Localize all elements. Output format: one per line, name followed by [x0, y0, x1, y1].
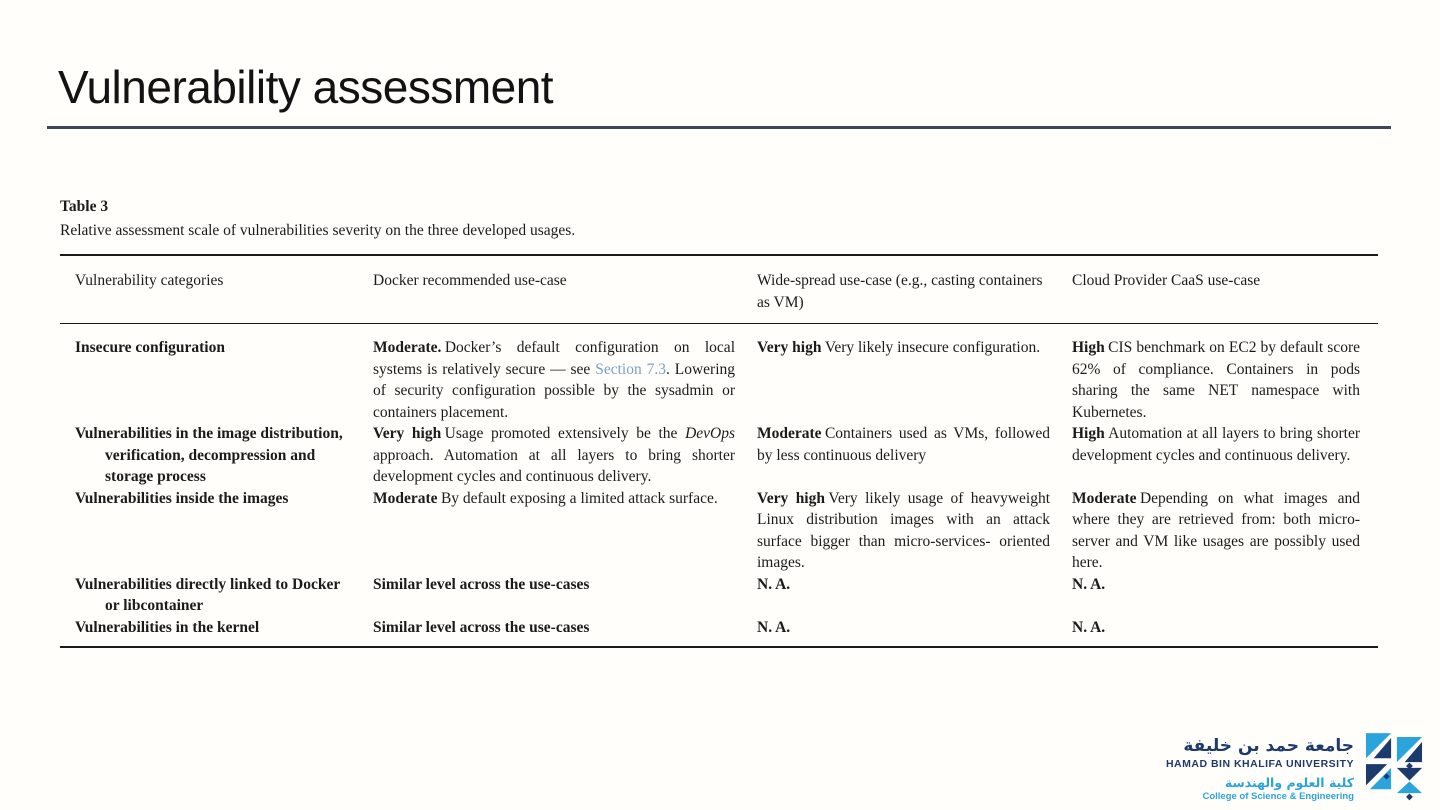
cell-caas [1072, 337, 1378, 423]
severity-level: High [1072, 339, 1105, 356]
cell-docker [373, 488, 757, 574]
cell-text: Depending on what images and where they are retrieved from: both micro-server and VM like usages are possibly used here. [1072, 489, 1360, 571]
cell-text: Very likely usage of heavyweight Linux distribution images with an attack surface bigger than micro-services- oriented images. [757, 489, 1051, 571]
severity-level: Very high [757, 339, 822, 356]
university-name-arabic: جامعة حمد بن خليفة [1183, 735, 1354, 756]
section-link[interactable]: Section 7.3 [595, 360, 666, 378]
university-name-english: HAMAD BIN KHALIFA UNIVERSITY [1165, 757, 1354, 770]
severity-level: Moderate [373, 489, 438, 507]
table-caption: Relative assessment scale of vulnerabilities severity on the three developed usages. [60, 221, 576, 239]
cell-docker [373, 337, 757, 423]
cell-text: CIS benchmark on EC2 by default score 62% of compliance. Containers in pods sharing the same NET namespace with Kubernetes. [1072, 339, 1360, 421]
cell-widespread [757, 488, 1072, 574]
college-name-english: College of Science & Engineering [1202, 790, 1354, 802]
table-row [60, 337, 1378, 423]
column-header-widespread: Wide-spread use-case (e.g., casting containers as VM) [757, 272, 1043, 311]
cell-widespread [757, 617, 1072, 639]
cell-caas [1072, 574, 1378, 617]
cell-docker [373, 574, 757, 617]
cell-category: Vulnerabilities directly linked to Docker or libcontainer [75, 575, 340, 614]
table-row [60, 574, 1378, 617]
cell-text: Very likely insecure configuration. [824, 339, 1041, 356]
university-logo-text [1166, 735, 1354, 803]
table-header-row [60, 256, 1378, 323]
table-row [60, 488, 1378, 574]
severity-level: N. A. [1072, 618, 1106, 636]
column-header-docker: Docker recommended use-case [373, 272, 567, 289]
severity-level: N. A. [1072, 575, 1106, 593]
severity-level: N. A. [757, 618, 791, 636]
university-logo [1166, 731, 1423, 806]
cell-widespread [757, 574, 1072, 617]
severity-level: Moderate [757, 425, 822, 442]
cell-caas [1072, 617, 1378, 639]
severity-level: Similar level across the use-cases [373, 618, 590, 636]
devops-term: DevOps [685, 425, 736, 442]
cell-text: Containers used as VMs, followed by less continuous delivery [757, 425, 1050, 464]
cell-docker [373, 617, 757, 639]
severity-level: Moderate [1072, 489, 1137, 507]
cell-caas [1072, 423, 1378, 488]
hbku-logo-icon [1365, 731, 1423, 806]
college-name-arabic: كلية العلوم والهندسة [1224, 774, 1354, 790]
severity-level: N. A. [757, 575, 791, 593]
column-header-categories: Vulnerability categories [75, 272, 224, 289]
cell-category: Vulnerabilities in the image distribution, verification, decompression and storage process [75, 425, 343, 485]
cell-widespread [757, 337, 1072, 423]
cell-text: Automation at all layers to bring shorter development cycles and continuous delivery. [1072, 425, 1360, 464]
cell-caas [1072, 488, 1378, 574]
severity-level: Very high [373, 425, 442, 442]
table-row [60, 617, 1378, 639]
page-title: Vulnerability assessment [58, 61, 554, 113]
cell-text: approach. Automation at all layers to bring shorter development cycles and continuous delivery. [373, 446, 735, 485]
table-body [60, 324, 1378, 646]
cell-category: Vulnerabilities in the kernel [75, 618, 260, 636]
title-divider [47, 126, 1391, 129]
cell-text: Usage promoted extensively be the [444, 425, 686, 442]
table-row [60, 423, 1378, 488]
cell-text: By default exposing a limited attack surface. [440, 489, 718, 507]
cell-category: Insecure configuration [75, 339, 225, 356]
cell-category: Vulnerabilities inside the images [75, 489, 289, 507]
severity-level: Similar level across the use-cases [373, 575, 590, 593]
severity-level: Moderate. [373, 339, 442, 356]
cell-docker [373, 423, 757, 488]
table-rule-bottom [60, 646, 1378, 648]
severity-level: High [1072, 425, 1105, 442]
column-header-caas: Cloud Provider CaaS use-case [1072, 272, 1261, 289]
cell-widespread [757, 423, 1072, 488]
cell-text: . Lowering of security configuration possible by the sysadmin or containers placement. [373, 360, 735, 421]
table-label: Table 3 [60, 198, 109, 215]
cell-text: Docker’s default configuration on local systems is relatively secure — see [373, 339, 735, 378]
severity-level: Very high [757, 489, 825, 507]
paper-table [60, 196, 1378, 648]
